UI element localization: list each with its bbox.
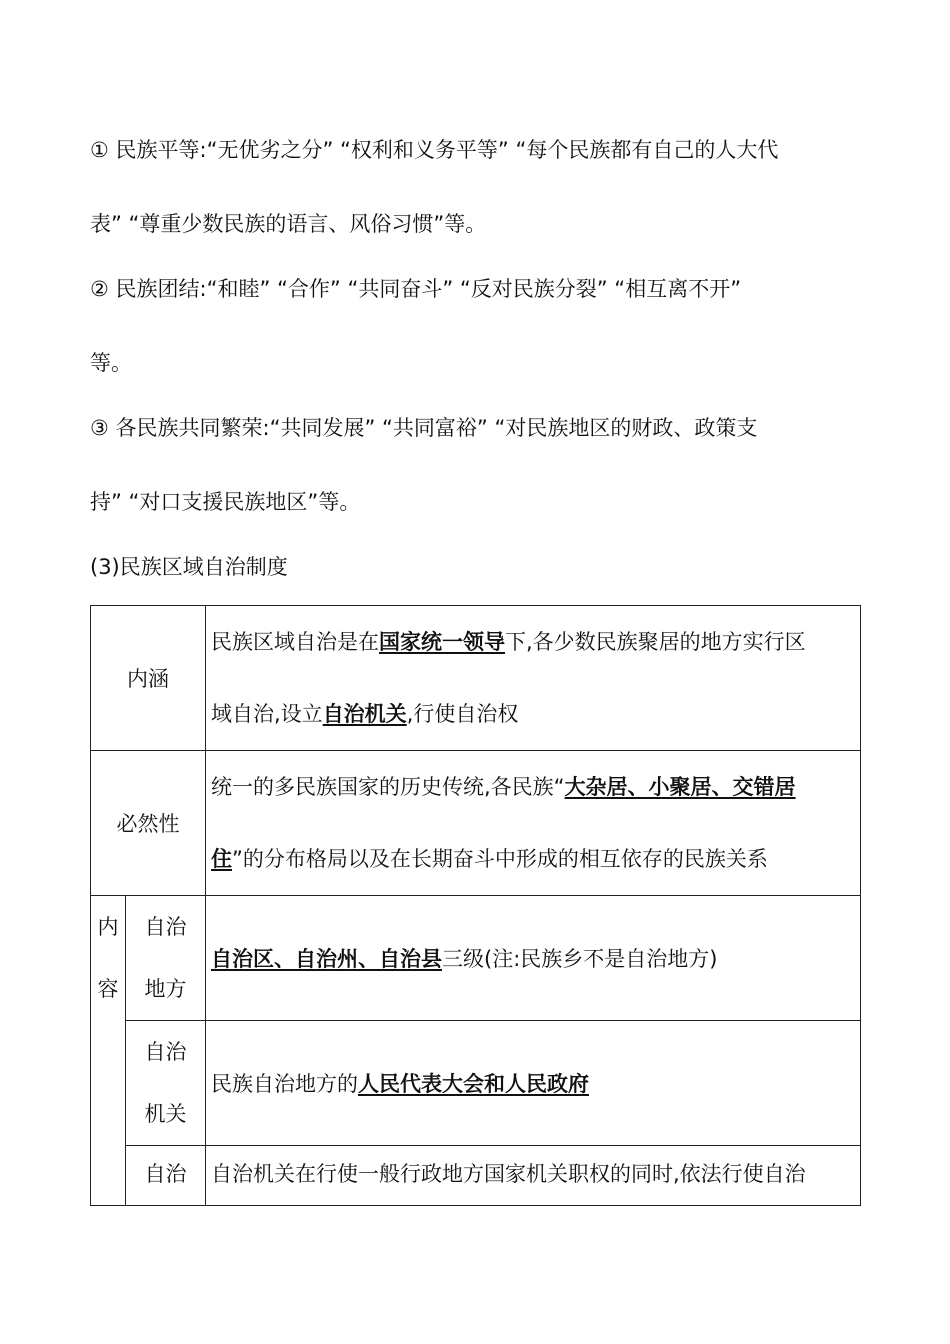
key-term: 自治机关 [322, 702, 407, 726]
key-term: 自治区、自治州、自治县 [211, 947, 442, 971]
key-term: 大杂居、小聚居、交错居 [564, 775, 796, 799]
text-segment: 统一的多民族国家的历史传统,各民族“ [211, 775, 565, 799]
point-1-line-1: ① 民族平等:“无优劣之分” “权利和义务平等” “每个民族都有自己的人大代 [90, 138, 779, 162]
row-content-connotation [206, 606, 861, 751]
section-title: (3)民族区域自治制度 [90, 555, 288, 579]
sub-label-autonomy-rights: 自治 [126, 1146, 206, 1206]
sub-label-part: 地方 [144, 977, 187, 1001]
table-row-connotation [91, 606, 861, 751]
text-segment: 域自治,设立 [211, 702, 323, 726]
row-content-autonomy-rights: 自治机关在行使一般行政地方国家机关职权的同时,依法行使自治 [206, 1146, 861, 1206]
row-content-autonomous-areas [206, 896, 861, 1021]
sub-label-part: 自治 [144, 915, 187, 939]
key-term: 人民代表大会和人民政府 [358, 1072, 589, 1096]
point-1-line-2: 表” “尊重少数民族的语言、风俗习惯”等。 [90, 212, 487, 236]
point-3-line-2: 持” “对口支援民族地区”等。 [90, 490, 361, 514]
text-segment: 下,各少数民族聚居的地方实行区 [505, 630, 806, 654]
key-term: 国家统一领导 [379, 630, 505, 654]
text-segment: 三级(注:民族乡不是自治地方) [442, 947, 718, 971]
text-segment: 民族自治地方的 [211, 1072, 358, 1096]
text-segment: 民族区域自治是在 [211, 630, 379, 654]
table-row-autonomous-areas [91, 896, 861, 1021]
table-row-autonomy-rights [91, 1146, 861, 1206]
point-2-line-2: 等。 [90, 351, 132, 375]
content-label-char: 容 [97, 977, 119, 1001]
row-content-necessity [206, 751, 861, 896]
table-row-necessity [91, 751, 861, 896]
sub-label-autonomous-areas [126, 896, 206, 1021]
row-label-connotation: 内涵 [91, 606, 206, 751]
content-label-char: 内 [97, 915, 119, 939]
point-2-line-1: ② 民族团结:“和睦” “合作” “共同奋斗” “反对民族分裂” “相互离不开” [90, 277, 742, 301]
text-segment: ”的分布格局以及在长期奋斗中形成的相互依存的民族关系 [232, 847, 768, 871]
point-3-line-1: ③ 各民族共同繁荣:“共同发展” “共同富裕” “对民族地区的财政、政策支 [90, 416, 758, 440]
text-segment: ,行使自治权 [406, 702, 519, 726]
key-term: 住 [211, 847, 232, 871]
table-row-autonomous-organs [91, 1021, 861, 1146]
sub-label-part: 机关 [144, 1102, 187, 1126]
autonomy-table [90, 605, 861, 1206]
sub-label-part: 自治 [144, 1040, 187, 1064]
row-content-autonomous-organs [206, 1021, 861, 1146]
row-label-content [91, 896, 126, 1206]
sub-label-autonomous-organs [126, 1021, 206, 1146]
row-label-necessity: 必然性 [91, 751, 206, 896]
